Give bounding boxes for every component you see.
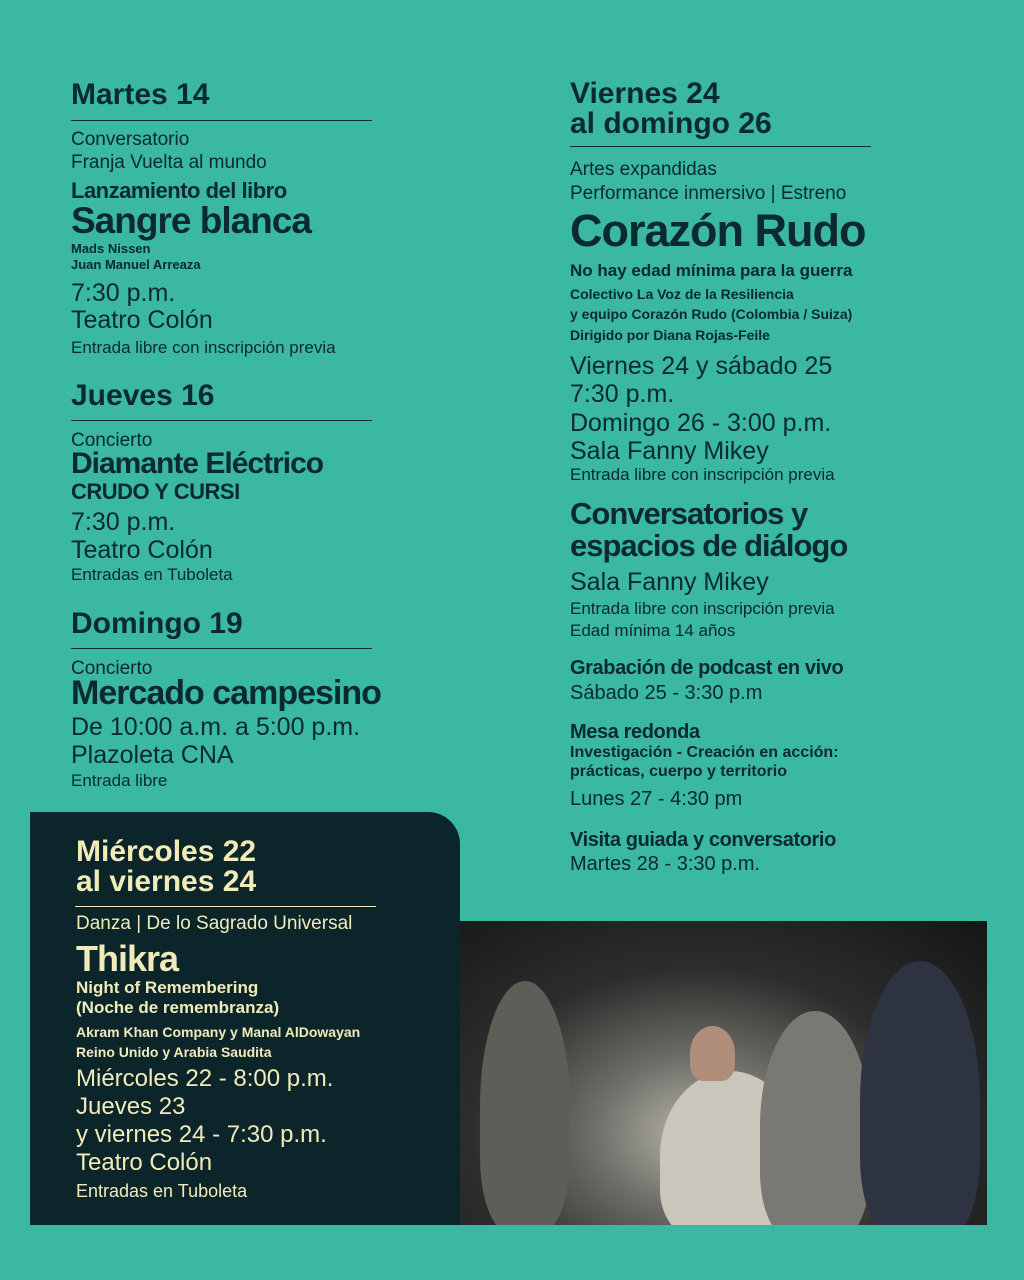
dance-performance-photo: [460, 921, 987, 1225]
event-subtitle: (Noche de remembranza): [76, 998, 280, 1017]
event-schedule: Miércoles 22 - 8:00 p.m.: [76, 1065, 334, 1092]
event-credit: Colectivo La Voz de la Resiliencia: [570, 286, 794, 302]
event-entry: Entrada libre: [71, 771, 168, 790]
event-category: Concierto: [71, 658, 153, 679]
event-entry: Entrada libre con inscripción previa: [570, 599, 835, 618]
event-schedule: Viernes 24 y sábado 25: [570, 352, 833, 380]
event-title: Corazón Rudo: [570, 205, 866, 256]
event-venue: Teatro Colón: [71, 306, 213, 334]
event-credit: Akram Khan Company y Manal AlDowayan: [76, 1024, 361, 1040]
event-subtitle: No hay edad mínima para la guerra: [570, 261, 853, 280]
activity-time: Lunes 27 - 4:30 pm: [570, 788, 743, 810]
event-category: Performance inmersivo | Estreno: [570, 183, 847, 204]
event-subtitle: CRUDO Y CURSI: [71, 479, 240, 504]
event-schedule: y viernes 24 - 7:30 p.m.: [76, 1121, 327, 1148]
activity-subtitle: prácticas, cuerpo y territorio: [570, 763, 787, 780]
event-entry: Entrada libre con inscripción previa: [570, 465, 835, 484]
event-category: Concierto: [71, 430, 153, 451]
event-category: Conversatorio: [71, 129, 190, 150]
event-title: Thikra: [76, 938, 179, 979]
event-time: 7:30 p.m.: [71, 508, 176, 536]
event-category: Artes expandidas: [570, 159, 717, 180]
date-heading-viernes: al domingo 26: [570, 107, 772, 140]
date-heading-jueves: Jueves 16: [71, 379, 215, 412]
event-title: Diamante Eléctrico: [71, 447, 324, 480]
thikra-panel: [30, 812, 460, 1225]
activity-title: Mesa redonda: [570, 721, 700, 743]
event-author: Juan Manuel Arreaza: [71, 257, 201, 272]
divider: [570, 146, 871, 147]
event-credit: y equipo Corazón Rudo (Colombia / Suiza): [570, 306, 853, 322]
event-schedule: Jueves 23: [76, 1093, 186, 1120]
event-subtitle: Lanzamiento del libro: [71, 178, 287, 203]
event-venue: Teatro Colón: [71, 536, 213, 564]
event-venue: Teatro Colón: [76, 1149, 213, 1176]
divider: [71, 120, 372, 121]
divider: [71, 420, 372, 421]
event-credit: Reino Unido y Arabia Saudita: [76, 1044, 272, 1060]
activity-subtitle: Investigación - Creación en acción:: [570, 744, 839, 761]
divider: [71, 648, 372, 649]
event-time: De 10:00 a.m. a 5:00 p.m.: [71, 713, 361, 741]
activity-time: Martes 28 - 3:30 p.m.: [570, 853, 761, 875]
event-schedule: Domingo 26 - 3:00 p.m.: [570, 409, 832, 437]
event-schedule: 7:30 p.m.: [570, 380, 675, 408]
event-credit: Dirigido por Diana Rojas-Feile: [570, 327, 770, 343]
event-time: 7:30 p.m.: [71, 279, 176, 307]
activity-title: Grabación de podcast en vivo: [570, 657, 844, 679]
event-venue: Sala Fanny Mikey: [570, 568, 769, 596]
date-heading-domingo: Domingo 19: [71, 607, 243, 640]
event-title: Mercado campesino: [71, 674, 381, 712]
event-title: Sangre blanca: [71, 200, 311, 241]
event-venue: Plazoleta CNA: [71, 741, 234, 769]
event-category: Danza | De lo Sagrado Universal: [76, 913, 353, 934]
date-heading: Miércoles 22: [76, 835, 257, 868]
section-title: Conversatorios y: [570, 496, 808, 531]
date-heading-viernes: Viernes 24: [570, 77, 720, 110]
event-age: Edad mínima 14 años: [570, 621, 736, 640]
date-heading-martes: Martes 14: [71, 78, 210, 111]
event-entry: Entradas en Tuboleta: [71, 565, 233, 584]
event-venue: Sala Fanny Mikey: [570, 437, 769, 465]
event-series: Franja Vuelta al mundo: [71, 152, 267, 173]
section-title: espacios de diálogo: [570, 528, 848, 563]
event-entry: Entrada libre con inscripción previa: [71, 338, 336, 357]
divider: [75, 906, 376, 907]
event-subtitle: Night of Remembering: [76, 978, 259, 997]
activity-title: Visita guiada y conversatorio: [570, 829, 836, 851]
date-heading: al viernes 24: [76, 865, 257, 898]
event-author: Mads Nissen: [71, 241, 151, 256]
activity-time: Sábado 25 - 3:30 p.m: [570, 682, 763, 704]
event-entry: Entradas en Tuboleta: [76, 1181, 248, 1201]
